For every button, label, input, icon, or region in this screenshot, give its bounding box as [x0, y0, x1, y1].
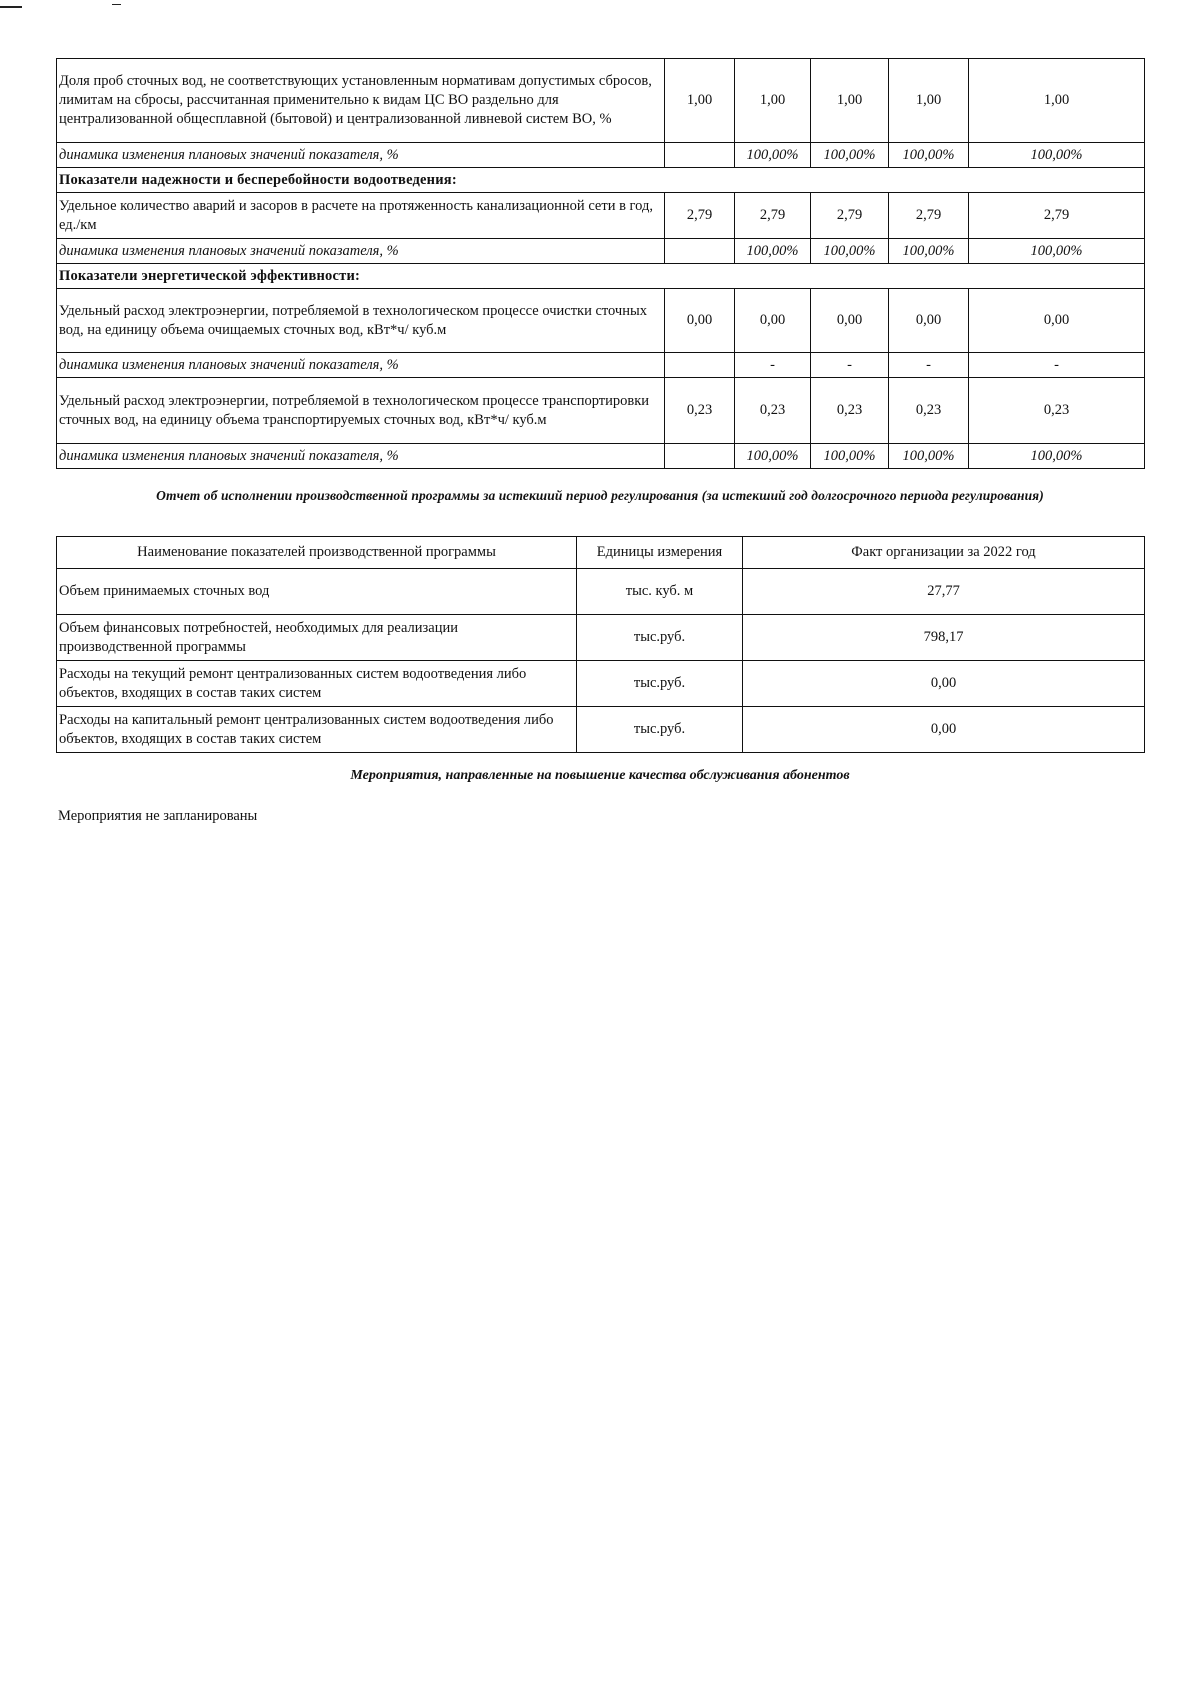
report-item-name: Объем принимаемых сточных вод [57, 569, 577, 615]
indicator-value: 0,00 [889, 289, 969, 353]
indicator-label: Удельное количество аварий и засоров в расчете на протяженность канализационной сети в год, ед./км [57, 193, 665, 239]
table-row [57, 239, 1145, 264]
table-row [57, 59, 1145, 143]
section-row [57, 264, 1145, 289]
report-item-fact: 798,17 [743, 615, 1145, 661]
dynamics-value: 100,00% [735, 239, 811, 264]
indicator-label: Удельный расход электроэнергии, потребляемой в технологическом процессе транспортировки сточных вод, на единицу объема транспортируемых сточных вод, кВт*ч/ куб.м [57, 378, 665, 444]
indicator-value: 2,79 [811, 193, 889, 239]
dynamics-value: 100,00% [969, 444, 1145, 469]
dynamics-label: динамика изменения плановых значений показателя, % [57, 444, 665, 469]
scan-artifact [112, 4, 121, 5]
report-item-fact: 27,77 [743, 569, 1145, 615]
column-header: Единицы измерения [577, 537, 743, 569]
section-heading: Показатели энергетической эффективности: [57, 264, 1145, 289]
table-row [57, 353, 1145, 378]
indicators-table [56, 58, 1145, 469]
indicator-value: 0,23 [735, 378, 811, 444]
indicator-value: 0,00 [969, 289, 1145, 353]
report-item-unit: тыс. куб. м [577, 569, 743, 615]
report-item-fact: 0,00 [743, 707, 1145, 753]
indicator-value: 2,79 [969, 193, 1145, 239]
column-header: Факт организации за 2022 год [743, 537, 1145, 569]
table-row [57, 143, 1145, 168]
dynamics-value: - [889, 353, 969, 378]
indicator-value: 0,23 [969, 378, 1145, 444]
report-item-name: Расходы на капитальный ремонт централизованных систем водоотведения либо объектов, входящих в состав таких систем [57, 707, 577, 753]
indicator-value: 1,00 [811, 59, 889, 143]
indicator-value: 1,00 [969, 59, 1145, 143]
indicator-label: Удельный расход электроэнергии, потребляемой в технологическом процессе очистки сточных вод, на единицу объема очищаемых сточных вод, кВт*ч/ куб.м [57, 289, 665, 353]
table-row [57, 444, 1145, 469]
table-row [57, 569, 1145, 615]
dynamics-label: динамика изменения плановых значений показателя, % [57, 239, 665, 264]
dynamics-value: - [811, 353, 889, 378]
measures-title: Мероприятия, направленные на повышение качества обслуживания абонентов [350, 768, 850, 783]
indicator-value: 2,79 [665, 193, 735, 239]
dynamics-value: 100,00% [811, 444, 889, 469]
dynamics-value: 100,00% [811, 239, 889, 264]
dynamics-label: динамика изменения плановых значений показателя, % [57, 353, 665, 378]
measures-text: Мероприятия не запланированы [58, 808, 258, 824]
dynamics-value: 100,00% [889, 239, 969, 264]
table-row [57, 661, 1145, 707]
column-header: Наименование показателей производственной программы [57, 537, 577, 569]
indicator-value: 0,00 [665, 289, 735, 353]
dynamics-value: 100,00% [969, 143, 1145, 168]
indicator-value: 1,00 [665, 59, 735, 143]
report-table [56, 536, 1145, 753]
dynamics-value: 100,00% [969, 239, 1145, 264]
table-row [57, 193, 1145, 239]
dynamics-value: - [969, 353, 1145, 378]
indicator-value: 1,00 [889, 59, 969, 143]
table-row [57, 615, 1145, 661]
section-row [57, 168, 1145, 193]
dynamics-label: динамика изменения плановых значений показателя, % [57, 143, 665, 168]
dynamics-value [665, 239, 735, 264]
report-item-unit: тыс.руб. [577, 661, 743, 707]
table-row [57, 707, 1145, 753]
dynamics-value: 100,00% [735, 444, 811, 469]
report-item-name: Расходы на текущий ремонт централизованных систем водоотведения либо объектов, входящих в состав таких систем [57, 661, 577, 707]
indicator-value: 0,23 [811, 378, 889, 444]
table-row [57, 378, 1145, 444]
indicator-value: 0,23 [665, 378, 735, 444]
section-heading: Показатели надежности и бесперебойности водоотведения: [57, 168, 1145, 193]
report-item-unit: тыс.руб. [577, 707, 743, 753]
report-title: Отчет об исполнении производственной программы за истекший период регулирования (за истекший год долгосрочного периода регулирования) [156, 488, 1044, 503]
report-item-name: Объем финансовых потребностей, необходимых для реализации производственной программы [57, 615, 577, 661]
indicator-value: 0,23 [889, 378, 969, 444]
indicator-label: Доля проб сточных вод, не соответствующих установленным нормативам допустимых сбросов, лимитам на сбросы, рассчитанная применительно к видам ЦС ВО раздельно для централизованной общесплавной (бытовой) и централизованной ливневой систем ВО, % [57, 59, 665, 143]
dynamics-value: 100,00% [889, 143, 969, 168]
table-header-row [57, 537, 1145, 569]
indicator-value: 1,00 [735, 59, 811, 143]
dynamics-value [665, 143, 735, 168]
indicator-value: 0,00 [811, 289, 889, 353]
table-row [57, 289, 1145, 353]
report-item-unit: тыс.руб. [577, 615, 743, 661]
dynamics-value: 100,00% [735, 143, 811, 168]
dynamics-value [665, 353, 735, 378]
dynamics-value: - [735, 353, 811, 378]
indicator-value: 0,00 [735, 289, 811, 353]
dynamics-value: 100,00% [889, 444, 969, 469]
dynamics-value: 100,00% [811, 143, 889, 168]
indicator-value: 2,79 [735, 193, 811, 239]
scan-artifact [0, 6, 22, 8]
indicator-value: 2,79 [889, 193, 969, 239]
report-item-fact: 0,00 [743, 661, 1145, 707]
dynamics-value [665, 444, 735, 469]
